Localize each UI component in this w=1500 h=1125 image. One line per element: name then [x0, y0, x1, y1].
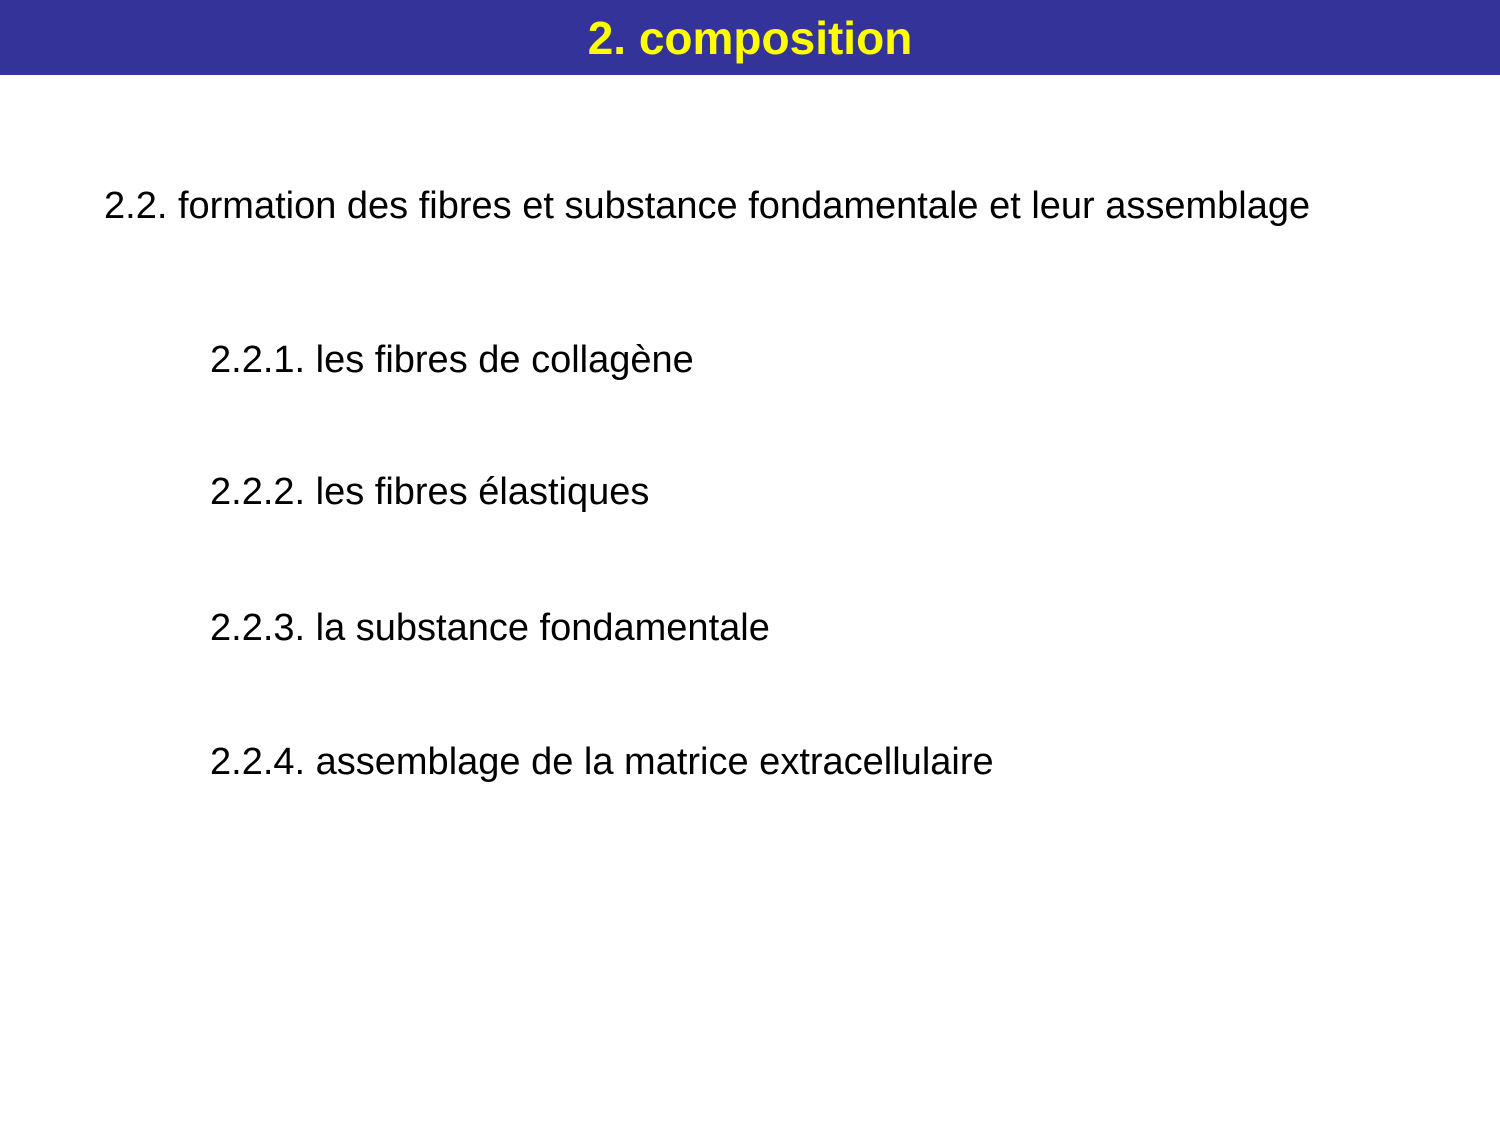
subsection-item: 2.2.1. les fibres de collagène: [210, 339, 694, 381]
subsection-item: 2.2.3. la substance fondamentale: [210, 607, 770, 649]
slide-title: 2. composition: [587, 12, 913, 64]
subsection-item: 2.2.2. les fibres élastiques: [210, 471, 650, 513]
section-heading: 2.2. formation des fibres et substance fondamentale et leur assemblage: [104, 185, 1311, 227]
title-bar: [0, 0, 1500, 75]
subsection-item: 2.2.4. assemblage de la matrice extracellulaire: [210, 741, 994, 783]
